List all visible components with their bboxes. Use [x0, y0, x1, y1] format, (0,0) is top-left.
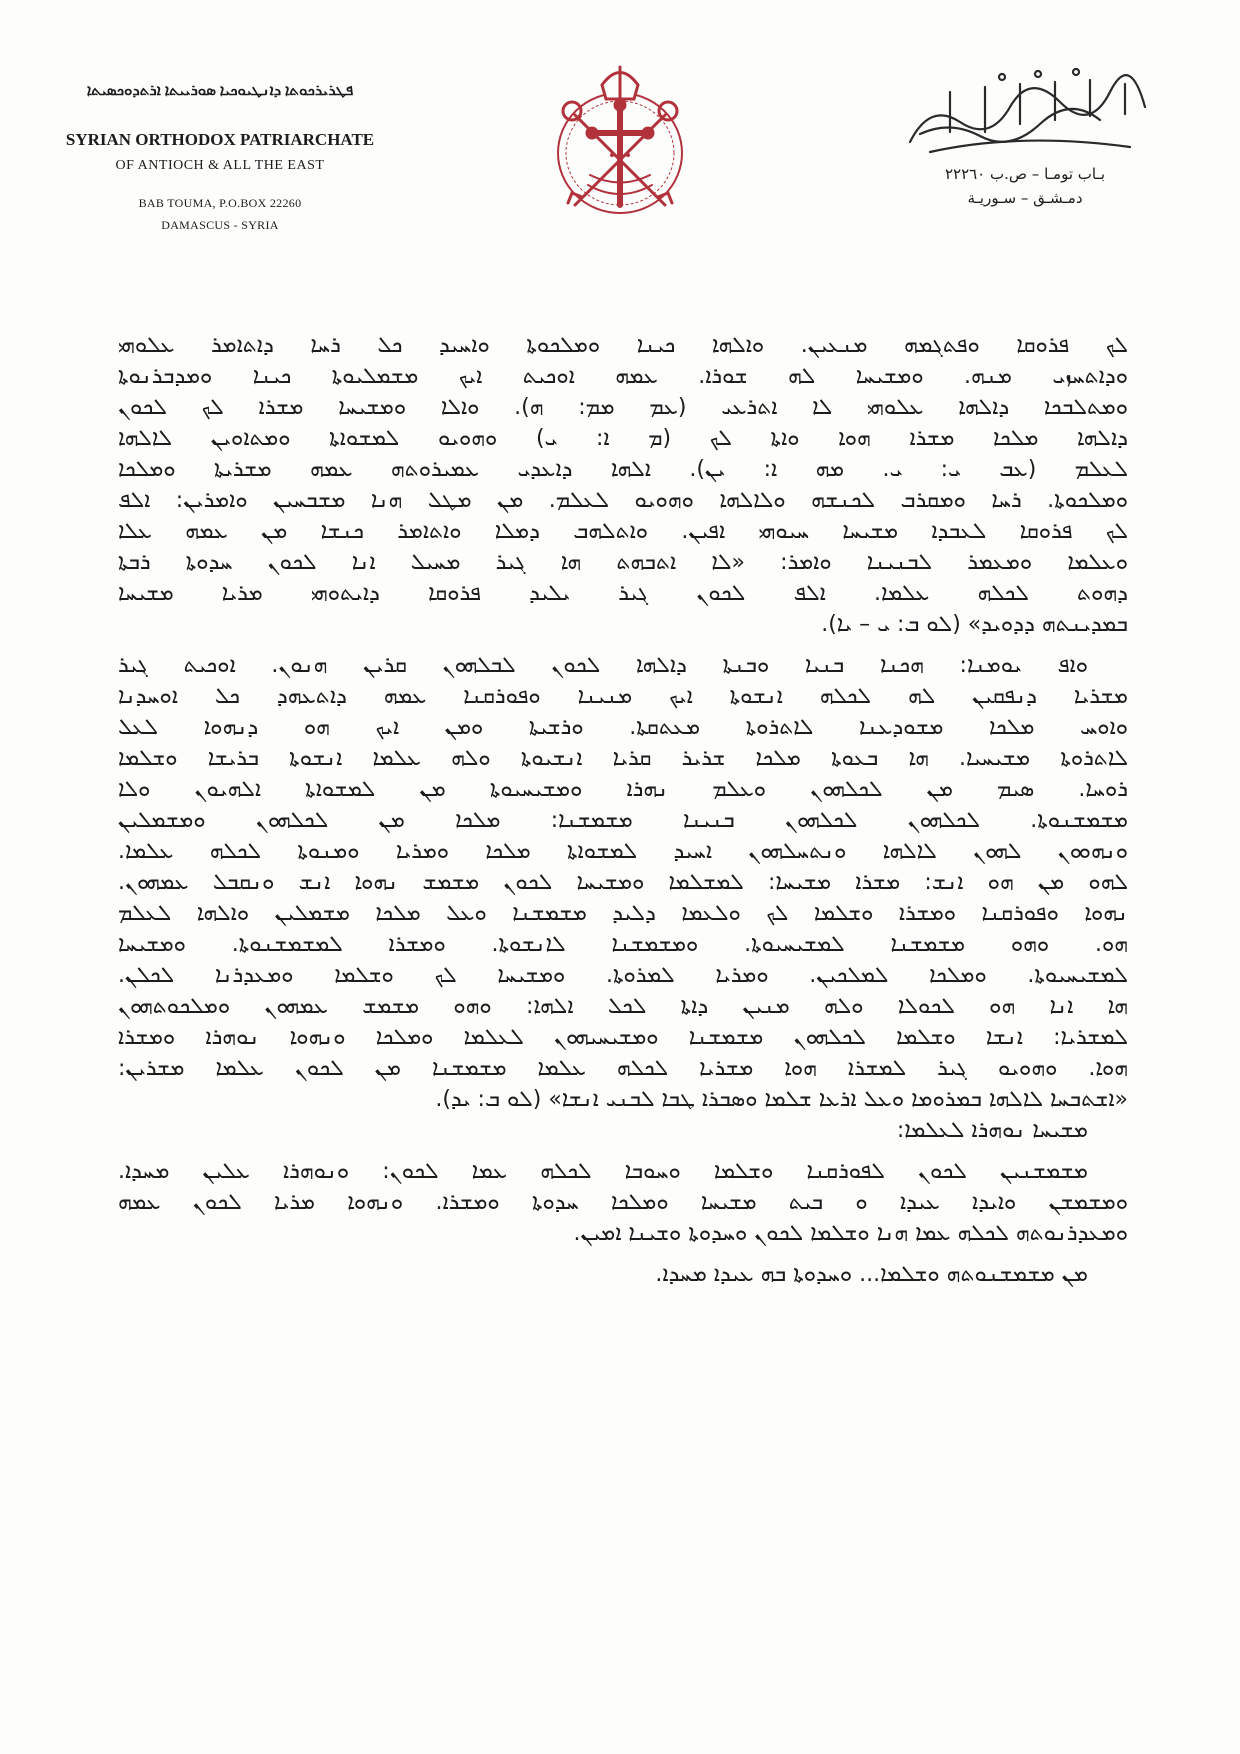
- body-line: ܕܗܘܬ ܠܟܠܗ ܥܠܡܐ. ܐܠܦ ܠܟܘܢ ܓܝܪ ܝܠܝܕ ܦܪܘܩܐ ܕܐܝܬܘܗܝ ܡܪܝܐ ܡܫܝܚܐ: [118, 581, 1128, 606]
- arabic-calligraphy-seal-icon: [890, 62, 1160, 162]
- body-line: ܘܕܐܬܚܙܝ ܡܢܗ. ܘܡܫܝܚܐ ܠܗ ܫܘܪܐ. ܥܡܗ ܐܘܟܝܬ ܐܝܟ ܡܫܡܠܝܘܬܐ ܟܝܢܐ ܘܡܕܒܪܢܘܬܐ: [118, 364, 1128, 389]
- org-name: SYRIAN ORTHODOX PATRIARCHATE: [65, 130, 375, 149]
- body-line: ܗܘ. ܘܗܘ ܡܫܡܫܢܐ ܠܡܫܝܚܝܘܬܐ. ܘܡܫܡܫܢܐ ܠܐܢܫܘܬܐ. ܘܡܫܪܐ ܠܡܫܡܫܢܘܬܐ. ܘܡܫܝܚܐ: [118, 932, 1128, 957]
- letterhead-right: [880, 62, 1170, 210]
- body-line: ܠܐܬܪܘܬܐ ܡܫܝܚܝܐ. ܗܐ ܒܥܘܬܐ ܡܠܟܐ ܫܪܝܪ ܩܪܝܐ ܐܢܫܝܘܬܐ ܘܠܗ ܥܠܡܐ ܐܢܫܘܬܐ ܒܪܝܫܐ ܘܫܠܡܐ: [118, 746, 1128, 771]
- body-line: ܘܡܥܕܪܢܘܬܗ ܠܟܠܗ ܥܡܐ ܗܢܐ ܘܫܠܡܐ ܠܟܘܢ ܘܚܕܘܬܐ ܘܫܝܢܐ ܐܡܝܢ.: [573, 1221, 1128, 1246]
- body-line: ܠܡܫܪܝܐ: ܐܢܫܐ ܘܫܠܡܐ ܠܟܠܗܘܢ ܡܫܡܫܢܐ ܘܡܫܝܚܝܗܘܢ ܠܥܠܡܐ ܘܡܠܟܐ ܘܢܗܘܐ ܢܘܗܪܐ ܘܡܫܪܐ: [118, 1025, 1128, 1050]
- patriarchate-emblem-icon: [530, 55, 710, 235]
- body-line: ܘܡܫܡܫܢ ܘܐܝܕܐ ܥܝܕܐ ܘ ܒܝܬ ܡܫܝܚܐ ܘܡܠܟܐ ܚܕܘܬܐ ܘܡܫܪܐ. ܘܢܗܘܐ ܡܪܝܐ ܠܟܘܢ ܥܡܗ: [118, 1190, 1128, 1215]
- body-line: ܠܟ ܦܪܘܩܐ ܠܥܒܕܐ ܡܫܝܚܐ ܚܝܘܗܝ ܐܦܝܢ. ܘܐܬܠܗܒ ܕܡܠܐ ܘܐܬܐܡܪ ܟܢܫܐ ܡܢ ܥܡܗ ܥܠܐ: [118, 519, 1128, 544]
- letter-body: [118, 330, 1128, 1290]
- syriac-heading: ܦܛܪܝܪܟܘܬܐ ܕܐܢܛܝܘܟܝܐ ܣܘܪܝܝܬܐ ܐܪܬܕܘܟܣܝܬܐ: [86, 83, 354, 99]
- org-subtitle: OF ANTIOCH & ALL THE EAST: [115, 158, 325, 173]
- body-line: ܡܫܡܫܢܝܢ ܠܟܘܢ ܠܦܘܪܩܢܐ ܘܫܠܡܐ ܘܚܘܒܐ ܠܟܠܗ ܥܡܐ ܠܟܘܢ: ܘܢܘܗܪܐ ܥܠܝܢ ܡܚܕܐ.: [118, 1159, 1088, 1184]
- body-line: ܘܡܬܠܒܟܐ ܕܐܠܗܐ ܥܠܘܗܝ ܠܐ ܐܬܪܥܝ (ܥܡ ܡܡ: ܗ). ܘܐܠܐ ܘܡܫܝܚܐ ܡܫܪܐ ܠܟ ܠܟܘܢ: [118, 395, 1128, 420]
- body-line: «ܐܫܬܒܚܐ ܠܐܠܗܐ ܒܡܪܘܡܐ ܘܥܠ ܐܪܥܐ ܫܠܡܐ ܘܣܒܪܐ ܛܒܐ ܠܒܢܝ ܐܢܫܐ» (ܠܘ ܒ: ܝܕ).: [435, 1087, 1128, 1112]
- body-line: ܒܡܕܝܢܬܗ ܕܕܘܝܕ» (ܠܘ ܒ: ܝ – ܝܐ).: [821, 612, 1128, 637]
- address-line-1: BAB TOUMA, P.O.BOX 22260: [138, 196, 302, 210]
- body-line: ܘܐܘܚ ܡܠܟܐ ܡܫܘܕܥܢܐ ܠܐܬܪܘܬܐ ܡܥܬܩܬܐ. ܘܪܫܝܬܐ ܘܡܢ ܐܝܟ ܗܘ ܕܢܗܘܐ ܠܥܠ: [118, 715, 1128, 740]
- body-line: ܡܫܡܫܢܘܬܐ. ܠܟܠܗܘܢ ܠܟܠܗܘܢ ܒܢܝܢܐ ܡܫܡܫܢܐ: ܡܠܟܐ ܡܢ ܠܟܠܗܘܢ ܘܡܫܡܠܝܢ: [118, 808, 1128, 833]
- body-line: ܗܘܐ. ܘܗܘܝܘ ܓܝܪ ܠܡܫܪܐ ܗܘܐ ܡܫܪܝܐ ܠܟܠܗ ܥܠܡܐ ܡܫܡܫܢܐ ܡܢ ܠܟܘܢ ܥܠܡܐ ܡܫܪܝܢ:: [118, 1056, 1128, 1081]
- body-line: ܘܢܗܘܘܢ ܠܗܘܢ ܠܐܠܗܐ ܘܢܬܚܠܗܘܢ ܐܚܝܕ ܠܡܫܘܐܬܐ ܡܠܟܐ ܘܡܪܝܐ ܘܡܢܘܬܐ ܠܟܠܗ ܥܠܡܐ.: [118, 839, 1128, 864]
- letterhead-left: [55, 82, 385, 236]
- body-line: ܢܗܘܐ ܘܦܘܪܩܢܐ ܘܡܫܪܐ ܘܫܠܡܐ ܠܟ ܘܠܥܡܐ ܕܠܝܕ ܡܫܡܫܢܐ ܘܥܠ ܡܠܟܐ ܡܫܡܠܝܢ ܘܐܠܗܐ ܠܥܠܡ: [118, 901, 1128, 926]
- address-line-2: DAMASCUS - SYRIA: [161, 218, 279, 232]
- body-line: ܡܫܝܚܐ ܢܘܗܪܐ ܠܥܠܡܐ:: [896, 1118, 1088, 1143]
- body-line: ܗܐ ܐܢܐ ܗܘ ܠܟܘܠܐ ܘܠܗ ܡܢܝܢ ܕܐܬܐ ܠܟܠ ܐܠܗܐ: ܘܗܘ ܡܫܡܫ ܥܡܗܘܢ ܘܡܠܟܘܬܗܘܢ: [118, 994, 1128, 1019]
- body-line: ܠܗܘ ܡܢ ܗܘ ܐܢܫ: ܡܫܪܐ ܡܫܝܚܐ: ܠܡܫܠܡܐ ܘܡܫܝܚܐ ܠܟܘܢ ܡܫܡܫ ܢܗܘܐ ܐܢܫ ܘܢܩܒܠ ܥܡܗܘܢ.: [118, 870, 1128, 895]
- arabic-address-line-1: بـاب تومـا – ص.ب ٢٢٢٦٠: [944, 165, 1106, 183]
- body-line: ܡܫܪܝܐ ܕܢܦܩܝܢ ܠܗ ܠܟܠܗ ܐܢܫܘܬܐ ܐܝܟ ܡܢܝܢܐ ܘܦܘܪܩܢܐ ܥܡܗ ܕܐܬܥܗܕ ܟܠ ܐܘܚܕܢܐ: [118, 684, 1128, 709]
- body-line: ܠܥܠܡ (ܥܒ ܝ: ܝ. ܡܗ ܐ: ܝܢ). ܐܠܗܐ ܕܐܥܕܝ ܥܡܝܪܘܬܗ ܥܡܗ ܡܫܪܝܬܐ ܘܡܠܟܐ: [118, 457, 1128, 482]
- body-line: ܠܟ ܦܪܘܩܐ ܘܦܬܓܡܗ ܡܢܥܝܢ. ܘܐܠܗܐ ܟܝܢܐ ܘܡܠܟܘܬܐ ܘܐܚܝܕ ܟܠ ܪܚܐ ܕܐܬܐܡܪ ܥܠܘܗܝ: [118, 333, 1128, 358]
- arabic-address-line-2: دمـشـق – سـوريـة: [967, 189, 1083, 207]
- body-line: ܕܐܠܗܐ ܡܠܟܐ ܡܫܪܐ ܗܘܐ ܘܐܬܐ ܠܟ (ܡ ܐ: ܝ) ܘܗܘܝܘ ܠܡܫܘܐܬܐ ܘܡܬܐܘܝܢ ܠܐܠܗܐ: [118, 426, 1128, 451]
- body-line: ܘܡܠܟܘܬܐ. ܪܚܐ ܘܡܩܪܒ ܠܟܢܫܗ ܘܠܐܠܗܐ ܘܗܘܝܘ ܠܥܠܡ. ܡܢ ܡܛܠ ܗܢܐ ܡܫܒܚܝܢ ܘܐܡܪܝܢ: ܐܠܦ: [118, 488, 1128, 513]
- body-line: ܘܥܠܡܐ ܘܡܥܡܪ ܠܒܢܝܢܐ ܘܐܡܪ: «ܠܐ ܐܬܒܗܬ ܗܐ ܓܝܪ ܡܚܝܠ ܐܢܐ ܠܟܘܢ ܚܕܘܬܐ ܪܒܬܐ: [118, 550, 1128, 575]
- closing-line: ܡܢ ܡܫܡܫܢܘܬܗ ܘܫܠܡܐ... ܘܚܕܘܬܐ ܒܗ ܥܝܕܐ ܡܚܕܐ.: [655, 1262, 1088, 1287]
- body-line: ܘܐܦ ܝܘܡܢܐ: ܗܟܢܐ ܒܢܝܐ ܘܒܢܬܐ ܕܐܠܗܐ ܠܟܘܢ ܠܒܠܗܘܢ ܩܪܝܢ ܗܢܘܢ. ܐܘܟܝܬ ܓܝܪ: [118, 653, 1088, 678]
- body-line: ܠܡܫܝܚܝܘܬܐ. ܘܡܠܟܐ ܠܡܠܟܝܢ. ܘܡܪܝܐ ܠܡܪܘܬܐ. ܘܡܫܝܚܐ ܠܟ ܘܫܠܡܐ ܘܡܥܕܪܢܐ ܠܟܠܢ.: [118, 963, 1128, 988]
- body-line: ܪܘܚܐ. ܣܝܡ ܡܢ ܠܟܠܗܘܢ ܘܥܠܡ ܢܗܪܐ ܘܡܫܝܚܝܘܬܐ ܡܢ ܠܡܫܘܐܬܐ ܐܠܗܝܘܢ ܘܠܐ: [118, 777, 1128, 802]
